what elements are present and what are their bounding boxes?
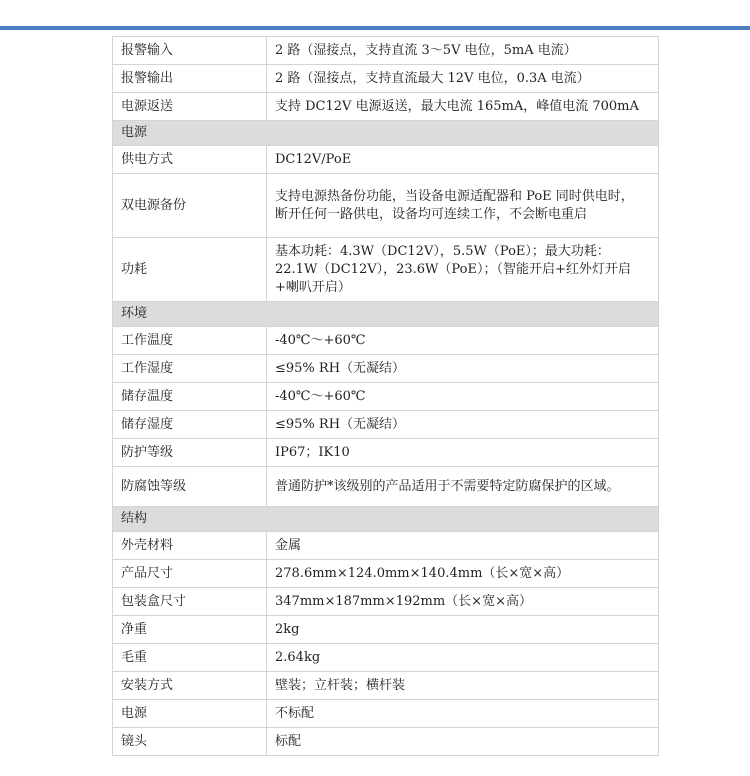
- table-row: [113, 728, 659, 756]
- table-row: [113, 588, 659, 616]
- spec-label-cell: 净重: [113, 616, 267, 644]
- table-row: [113, 65, 659, 93]
- table-row: [113, 37, 659, 65]
- section-header-label: 环境: [113, 302, 659, 327]
- spec-value-cell: 347mm×187mm×192mm（长×宽×高）: [267, 588, 659, 616]
- table-row: [113, 146, 659, 174]
- spec-label-cell: 双电源备份: [113, 174, 267, 238]
- spec-value-cell: ≤95% RH（无凝结）: [267, 355, 659, 383]
- spec-value-cell: 不标配: [267, 700, 659, 728]
- table-row: [113, 327, 659, 355]
- spec-label-cell: 报警输入: [113, 37, 267, 65]
- spec-label-cell: 工作湿度: [113, 355, 267, 383]
- table-row: [113, 439, 659, 467]
- spec-label-cell: 电源返送: [113, 93, 267, 121]
- spec-value-cell: 壁装；立杆装；横杆装: [267, 672, 659, 700]
- spec-label-cell: 储存湿度: [113, 411, 267, 439]
- section-header-row: [113, 302, 659, 327]
- table-row: [113, 467, 659, 507]
- spec-value-cell: 金属: [267, 532, 659, 560]
- spec-value-cell: 支持电源热备份功能，当设备电源适配器和 PoE 同时供电时，断开任何一路供电，设备均可连续工作，不会断电重启: [267, 174, 659, 238]
- table-row: [113, 532, 659, 560]
- table-row: [113, 93, 659, 121]
- spec-value-cell: 2 路（湿接点，支持直流最大 12V 电位，0.3A 电流）: [267, 65, 659, 93]
- table-row: [113, 355, 659, 383]
- table-row: [113, 238, 659, 302]
- spec-value-cell: 278.6mm×124.0mm×140.4mm（长×宽×高）: [267, 560, 659, 588]
- spec-label-cell: 包装盒尺寸: [113, 588, 267, 616]
- spec-value-cell: 标配: [267, 728, 659, 756]
- spec-label-cell: 供电方式: [113, 146, 267, 174]
- spec-label-cell: 工作温度: [113, 327, 267, 355]
- spec-value-cell: DC12V/PoE: [267, 146, 659, 174]
- spec-label-cell: 镜头: [113, 728, 267, 756]
- table-row: [113, 560, 659, 588]
- spec-value-cell: 支持 DC12V 电源返送，最大电流 165mA，峰值电流 700mA: [267, 93, 659, 121]
- table-row: [113, 700, 659, 728]
- section-header-label: 结构: [113, 507, 659, 532]
- section-header-label: 电源: [113, 121, 659, 146]
- spec-label-cell: 产品尺寸: [113, 560, 267, 588]
- spec-table: [112, 36, 659, 756]
- spec-table-body: [113, 37, 659, 756]
- spec-label-cell: 报警输出: [113, 65, 267, 93]
- spec-label-cell: 防护等级: [113, 439, 267, 467]
- table-row: [113, 174, 659, 238]
- section-header-row: [113, 507, 659, 532]
- spec-label-cell: 毛重: [113, 644, 267, 672]
- spec-value-cell: 基本功耗：4.3W（DC12V），5.5W（PoE）；最大功耗：22.1W（DC12V），23.6W（PoE）；（智能开启+红外灯开启+喇叭开启）: [267, 238, 659, 302]
- table-row: [113, 411, 659, 439]
- spec-value-cell: 普通防护*该级别的产品适用于不需要特定防腐保护的区域。: [267, 467, 659, 507]
- table-row: [113, 616, 659, 644]
- header-accent-bar: [0, 26, 750, 30]
- spec-label-cell: 外壳材料: [113, 532, 267, 560]
- section-header-row: [113, 121, 659, 146]
- spec-value-cell: ≤95% RH（无凝结）: [267, 411, 659, 439]
- table-row: [113, 644, 659, 672]
- table-row: [113, 383, 659, 411]
- spec-value-cell: 2 路（湿接点，支持直流 3～5V 电位，5mA 电流）: [267, 37, 659, 65]
- spec-value-cell: -40℃～+60℃: [267, 383, 659, 411]
- spec-value-cell: -40℃～+60℃: [267, 327, 659, 355]
- spec-label-cell: 功耗: [113, 238, 267, 302]
- spec-label-cell: 储存温度: [113, 383, 267, 411]
- table-row: [113, 672, 659, 700]
- spec-value-cell: IP67；IK10: [267, 439, 659, 467]
- spec-value-cell: 2.64kg: [267, 644, 659, 672]
- spec-label-cell: 安装方式: [113, 672, 267, 700]
- spec-label-cell: 防腐蚀等级: [113, 467, 267, 507]
- spec-value-cell: 2kg: [267, 616, 659, 644]
- spec-label-cell: 电源: [113, 700, 267, 728]
